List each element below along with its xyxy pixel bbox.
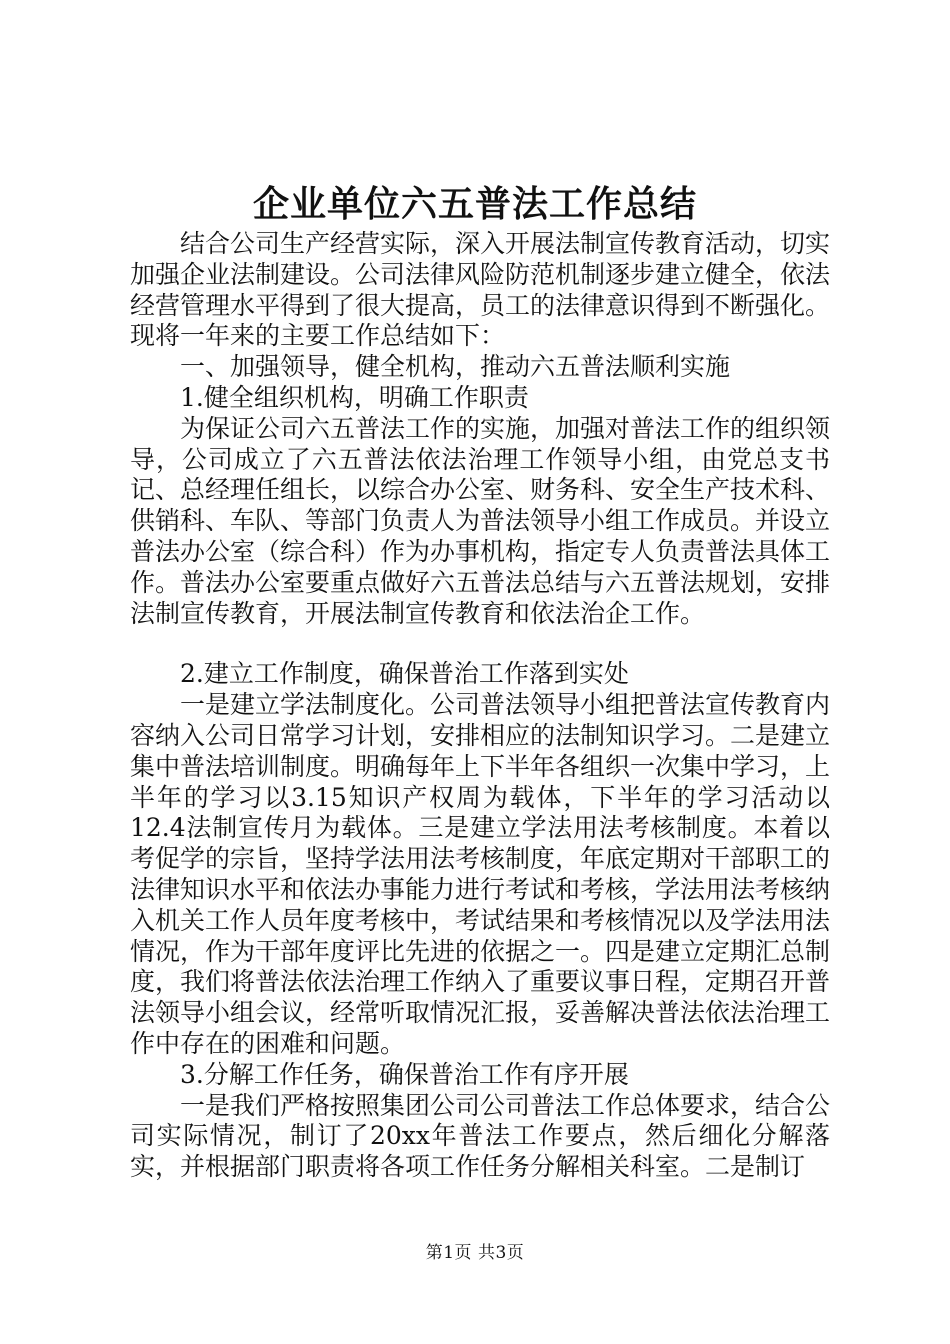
document-title: 企业单位六五普法工作总结 xyxy=(252,183,697,225)
paragraph-tasks: 一是我们严格按照集团公司公司普法工作总体要求，结合公司实际情况，制订了20xx年普法工作要点，然后细化分解落实，并根据部门职责将各项工作任务分解相关科室。二是制订 xyxy=(130,1090,831,1182)
document-body xyxy=(130,229,830,1183)
section-heading-1: 一、加强领导，健全机构，推动六五普法顺利实施 xyxy=(180,352,731,382)
paragraph-organization: 为保证公司六五普法工作的实施，加强对普法工作的组织领导，公司成立了六五普法依法治理工作领导小组，由党总支书记、总经理任组长，以综合办公室、财务科、安全生产技术科、供销科、车队、等部门负责人为普法领导小组工作成员。并设立普法办公室（综合科）作为办事机构，指定专人负责普法具体工作。普法办公室要重点做好六五普法总结与六五普法规划，安排法制宣传教育，开展法制宣传教育和依法治企工作。 xyxy=(130,413,831,628)
paragraph-system: 一是建立学法制度化。公司普法领导小组把普法宣传教育内容纳入公司日常学习计划，安排相应的法制知识学习。二是建立集中普法培训制度。明确每年上下半年各组织一次集中学习，上半年的学习以3.15知识产权周为载体，下半年的学习活动以12.4法制宣传月为载体。三是建立学法用法考核制度。本着以考促学的宗旨，坚持学法用法考核制度，年底定期对干部职工的法律知识水平和依法办事能力进行考试和考核，学法用法考核纳入机关工作人员年度考核中，考试结果和考核情况以及学法用法情况，作为干部年度评比先进的依据之一。四是建立定期汇总制度，我们将普法依法治理工作纳入了重要议事日程，定期召开普法领导小组会议，经常听取情况汇报，妥善解决普法依法治理工作中存在的困难和问题。 xyxy=(130,690,831,1058)
page-number-footer: 第1页 共3页 xyxy=(425,1243,525,1263)
paragraph-intro: 结合公司生产经营实际，深入开展法制宣传教育活动，切实加强企业法制建设。公司法律风险防范机制逐步建立健全，依法经营管理水平得到了很大提高，员工的法律意识得到不断强化。现将一年来的主要工作总结如下： xyxy=(130,229,831,351)
subsection-heading-2: 2.建立工作制度，确保普治工作落到实处 xyxy=(180,659,629,689)
subsection-heading-3: 3.分解工作任务，确保普治工作有序开展 xyxy=(180,1059,629,1089)
subsection-heading-1: 1.健全组织机构，明确工作职责 xyxy=(180,382,529,412)
